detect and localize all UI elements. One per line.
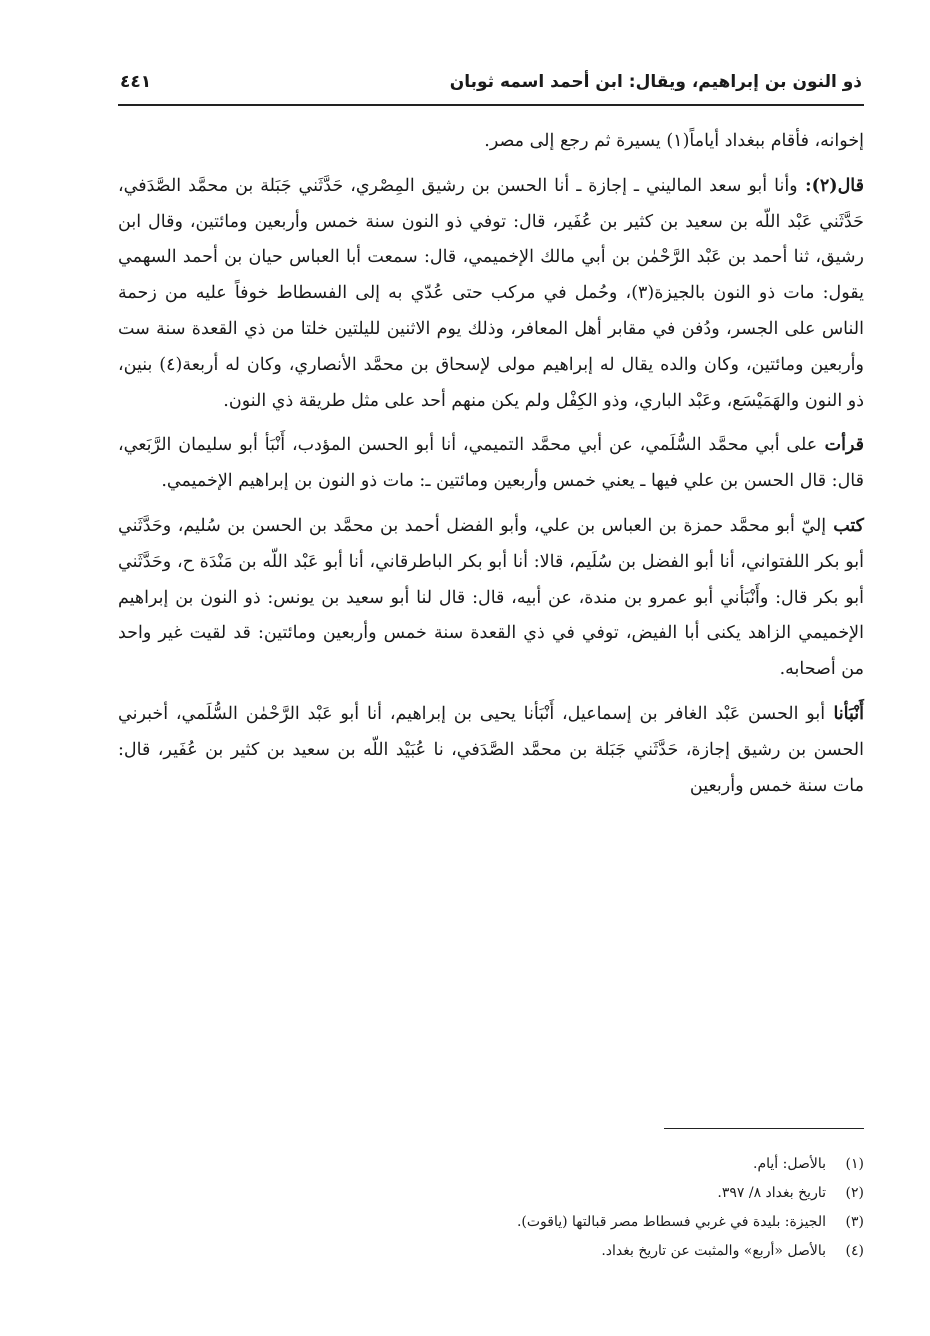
paragraph-text: أبو الحسن عَبْد الغافر بن إسماعيل، أَنْبَأنا يحيى بن إبراهيم، أنا أبو عَبْد الرَّحْمٰن السُّلَمي، أخبرني الحسن بن رشيق إجازة، حَدَّثَني جَبَلة بن محمَّد الصَّدَفي، نا عُبَيْد اللّه بن سعيد بن كثير بن عُفَير، قال: مات سنة خمس وأربعين <box>118 703 864 796</box>
running-title: ذو النون بن إبراهيم، ويقال: ابن أحمد اسمه ثوبان <box>449 72 862 92</box>
footnote-text: تاريخ بغداد ٨/ ٣٩٧. <box>717 1185 826 1201</box>
footnote <box>118 1237 864 1266</box>
footnote-number: (٣) <box>845 1214 864 1230</box>
paragraph <box>118 169 864 420</box>
paragraph <box>118 509 864 688</box>
paragraph-lead: أَنْبَأنا <box>825 703 864 724</box>
footnote-text: الجيزة: بليدة في غربي فسطاط مصر قبالتها (ياقوت). <box>516 1214 826 1230</box>
footnote-rule <box>664 1128 864 1129</box>
footnote <box>118 1179 864 1208</box>
footnote-number: (٤) <box>845 1243 864 1259</box>
footnotes <box>118 1150 864 1266</box>
paragraph-text: إليّ أبو محمَّد حمزة بن العباس بن علي، وأبو الفضل أحمد بن محمَّد بن الحسن بن سُليم، وحَدَّثَني أبو بكر اللفتواني، أنا أبو الفضل بن سُلَيم، قالا: أنا أبو بكر الباطرقاني، أنا أبو عَبْد اللّه بن مَنْدَة ح، وحَدَّثَني أبو بكر قال: وأَنْبَأني أبو عمرو بن مندة، عن أبيه، قال: قال لنا أبو سعيد بن يونس: ذو النون بن إبراهيم الإخميمي الزاهد يكنى أبا الفيض، توفي في ذي القعدة سنة خمس وأربعين ومائتين: قد لقيت غير واحد من أصحابه. <box>118 515 864 680</box>
header-rule <box>118 104 864 106</box>
paragraph-lead: كتب <box>826 515 864 536</box>
paragraph <box>118 124 864 160</box>
page-number: ٤٤١ <box>120 72 152 92</box>
footnote-text: بالأصل: أيام. <box>753 1156 826 1172</box>
paragraph <box>118 697 864 804</box>
footnote <box>118 1208 864 1237</box>
footnote-number: (٢) <box>845 1185 864 1201</box>
paragraph-lead: قال(٢): <box>797 175 864 196</box>
paragraph-text: وأنا أبو سعد الماليني ـ إجازة ـ أنا الحسن بن رشيق المِصْري، حَدَّثَني جَبَلة بن محمَّد الصَّدَفي، حَدَّثَني عَبْد اللّه بن سعيد بن كثير بن عُفَير، قال: توفي ذو النون سنة خمس وأربعين ومائتين، وقال ابن رشيق، ثنا أحمد بن عَبْد الرَّحْمٰن بن أبي مالك الإخميمي، قال: سمعت أبا العباس حيان بن أحمد السهمي يقول: مات ذو النون بالجيزة(٣)، وحُمل في مركب حتى عُدّي به إلى الفسطاط خوفاً عليه من زحمة الناس على الجسر، ودُفن في مقابر أهل المعافر، وذلك يوم الاثنين لليلتين خلتا من ذي القعدة سنة ست وأربعين ومائتين، وكان والده يقال له إبراهيم مولى لإسحاق بن محمَّد الأنصاري، وكان له أربعة(٤) بنين، ذو النون والهَمَيْسَع، وعَبْد الباري، وذو الكِفْل ولم يكن منهم أحد على مثل طريقة ذي النون. <box>118 175 864 411</box>
paragraph-lead: قرأت <box>817 435 864 456</box>
footnote <box>118 1150 864 1179</box>
footnote-number: (١) <box>845 1156 864 1172</box>
paragraph <box>118 428 864 500</box>
paragraph-text: إخوانه، فأقام ببغداد أياماً(١) يسيرة ثم رجع إلى مصر. <box>484 131 864 151</box>
body-text <box>118 124 864 813</box>
paragraph-text: على أبي محمَّد السُّلَمي، عن أبي محمَّد التميمي، أنا أبو الحسن المؤدب، أَنْبَأ أبو سليمان الرَّبَعي، قال: قال الحسن بن علي فيها ـ يعني خمس وأربعين ومائتين ـ: مات ذو النون بن إبراهيم الإخميمي. <box>118 435 864 492</box>
footnote-text: بالأصل «أربع» والمثبت عن تاريخ بغداد. <box>601 1243 826 1259</box>
page-header <box>120 62 862 102</box>
